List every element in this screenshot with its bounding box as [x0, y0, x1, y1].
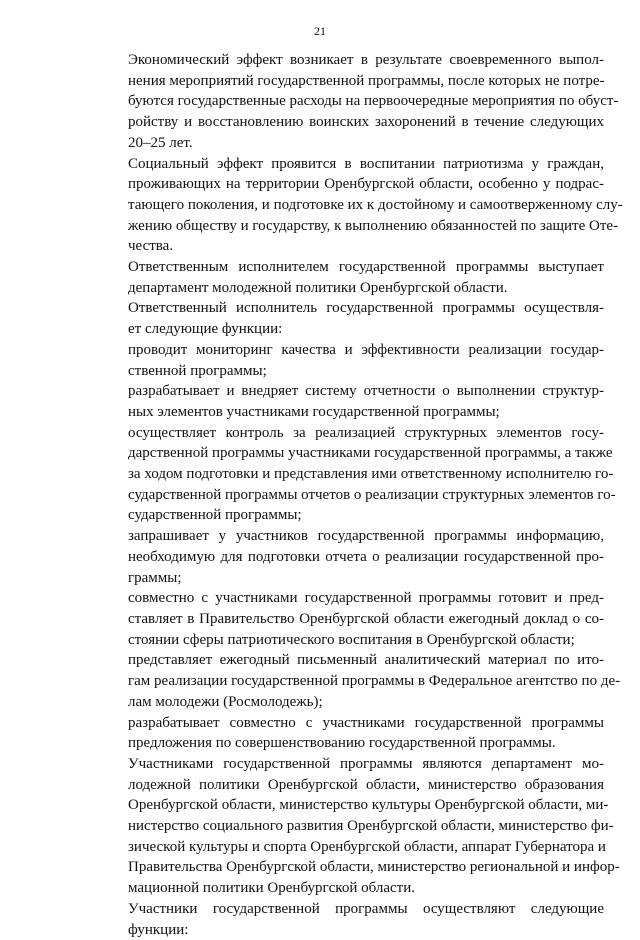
- page-number: 21: [314, 24, 326, 38]
- paragraph: [88, 381, 604, 422]
- text-line: чества.: [128, 238, 174, 255]
- text-line: за ходом подготовки и представления ими ответственному исполнителю го-: [128, 466, 614, 483]
- text-line: совместно с участниками государственной программы готовит и пред-: [128, 590, 604, 607]
- text-line: буются государственные расходы на первоочередные мероприятия по обуст-: [128, 93, 619, 110]
- text-line: Ответственным исполнителем государственной программы выступает: [128, 259, 604, 276]
- text-line: осуществляет контроль за реализацией структурных элементов госу-: [128, 424, 604, 441]
- text-line: Ответственный исполнитель государственной программы осуществля-: [128, 300, 604, 317]
- text-line: департамент молодежной политики Оренбургской области.: [128, 279, 508, 296]
- paragraph: [88, 754, 620, 899]
- text-line: Участниками государственной программы являются департамент мо-: [128, 755, 604, 772]
- document-body: [88, 50, 623, 940]
- paragraph: [88, 298, 604, 339]
- text-line: нения мероприятий государственной программы, после которых не потре-: [128, 72, 605, 89]
- text-line: Правительства Оренбургской области, министерство региональной и инфор-: [128, 859, 620, 876]
- text-line: гам реализации государственной программы в Федеральное агентство по де-: [128, 673, 621, 690]
- text-line: запрашивает у участников государственной программы информацию,: [128, 528, 604, 545]
- text-line: сударственной программы;: [128, 507, 302, 524]
- text-line: Экономический эффект возникает в результате своевременного выпол-: [128, 52, 604, 68]
- paragraph: [88, 340, 604, 381]
- text-line: тающего поколения, и подготовке их к достойному и самоотверженному слу-: [128, 196, 623, 213]
- text-line: ройству и восстановлению воинских захоронений в течение следующих: [128, 114, 604, 131]
- text-line: ставляет в Правительство Оренбургской области ежегодный доклад о со-: [128, 610, 604, 627]
- text-line: Оренбургской области, министерство культуры Оренбургской области, ми-: [128, 797, 609, 814]
- paragraph: [88, 526, 604, 588]
- text-line: лам молодежи (Росмолодежь);: [128, 693, 323, 710]
- text-line: граммы;: [128, 569, 182, 586]
- text-line: Социальный эффект проявится в воспитании патриотизма у граждан,: [128, 155, 604, 172]
- text-line: разрабатывает и внедряет систему отчетности о выполнении структур-: [128, 383, 604, 400]
- text-line: представляет ежегодный письменный аналитический материал по ито-: [128, 652, 604, 669]
- text-line: проживающих на территории Оренбургской области, особенно у подрас-: [128, 176, 604, 193]
- paragraph: [88, 650, 621, 712]
- text-line: лодежной политики Оренбургской области, министерство образования: [128, 776, 604, 793]
- paragraph: [88, 154, 623, 258]
- text-line: необходимую для подготовки отчета о реализации государственной про-: [128, 548, 604, 565]
- paragraph: [88, 423, 616, 527]
- text-line: ет следующие функции:: [128, 321, 283, 338]
- text-line: зической культуры и спорта Оренбургской области, аппарат Губернатора и: [128, 838, 606, 855]
- text-line: 20–25 лет.: [128, 134, 193, 151]
- text-line: дарственной программы участниками государственной программы, а также: [128, 445, 613, 462]
- text-line: мационной политики Оренбургской области.: [128, 880, 416, 897]
- paragraph: [88, 713, 604, 754]
- text-line: Участники государственной программы осуществляют следующие: [128, 900, 604, 917]
- text-line: стоянии сферы патриотического воспитания в Оренбургской области;: [128, 631, 575, 648]
- text-line: жению обществу и государству, к выполнению обязанностей по защите Оте-: [128, 217, 619, 234]
- text-line: ных элементов участниками государственной программы;: [128, 403, 500, 420]
- text-line: разрабатывает совместно с участниками государственной программы: [128, 714, 604, 731]
- paragraph: [88, 899, 604, 940]
- text-line: предложения по совершенствованию государственной программы.: [128, 735, 556, 752]
- text-line: ственной программы;: [128, 362, 267, 379]
- text-line: нистерство социального развития Оренбургской области, министерство фи-: [128, 818, 614, 835]
- text-line: проводит мониторинг качества и эффективности реализации государ-: [128, 341, 604, 358]
- paragraph: [88, 257, 604, 298]
- paragraph: [88, 50, 619, 154]
- text-line: функции:: [128, 921, 189, 938]
- paragraph: [88, 588, 604, 650]
- text-line: сударственной программы отчетов о реализации структурных элементов го-: [128, 486, 616, 503]
